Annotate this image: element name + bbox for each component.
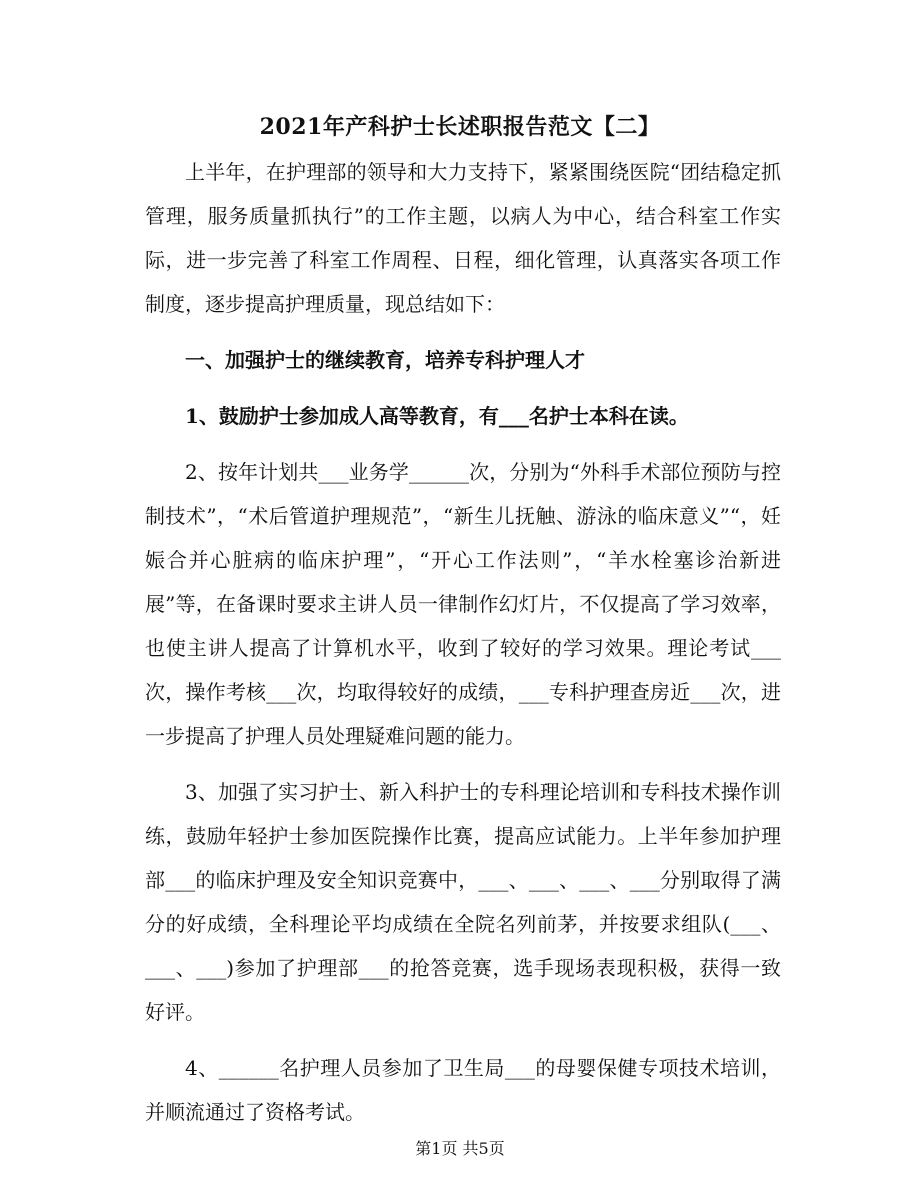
item-4-paragraph: 4、______名护理人员参加了卫生局___的母婴保健专项技术培训，并顺流通过了资格考试。 <box>145 1056 781 1124</box>
section-heading: 一、加强护士的继续教育，培养专科护理人才 <box>185 348 585 372</box>
document-title: 2021年产科护士长述职报告范文【二】 <box>259 114 661 140</box>
item-1-paragraph: 1、鼓励护士参加成人高等教育，有___名护士本科在读。 <box>185 404 689 428</box>
item-2-paragraph: 2、按年计划共___业务学______次，分别为“外科手术部位预防与控制技术”，“术后管道护理规范”，“新生儿抚触、游泳的临床意义”“，妊娠合并心脏病的临床护理”，“开心工作法则”，“羊水栓塞诊治新进展”等，在备课时要求主讲人员一律制作幻灯片，不仅提高了学习效率，也使主讲人提高了计算机水平，收到了较好的学习效果。理论考试___次，操作考核___次，均取得较好的成绩，___专科护理查房近___次，进一步提高了护理人员处理疑难问题的能力。 <box>145 460 781 748</box>
intro-paragraph: 上半年，在护理部的领导和大力支持下，紧紧围绕医院“团结稳定抓管理，服务质量抓执行”的工作主题，以病人为中心，结合科室工作实际，进一步完善了科室工作周程、日程，细化管理，认真落实各项工作制度，逐步提高护理质量，现总结如下： <box>145 160 781 316</box>
page-number-footer: 第1页 共5页 <box>415 1139 505 1158</box>
item-3-paragraph: 3、加强了实习护士、新入科护士的专科理论培训和专科技术操作训练，鼓励年轻护士参加医院操作比赛，提高应试能力。上半年参加护理部___的临床护理及安全知识竞赛中，___、___、___、___分别取得了满分的好成绩，全科理论平均成绩在全院名列前茅，并按要求组队(___、___、___)参加了护理部___的抢答竞赛，选手现场表现积极，获得一致好评。 <box>145 780 781 1024</box>
document-body <box>145 150 781 1134</box>
